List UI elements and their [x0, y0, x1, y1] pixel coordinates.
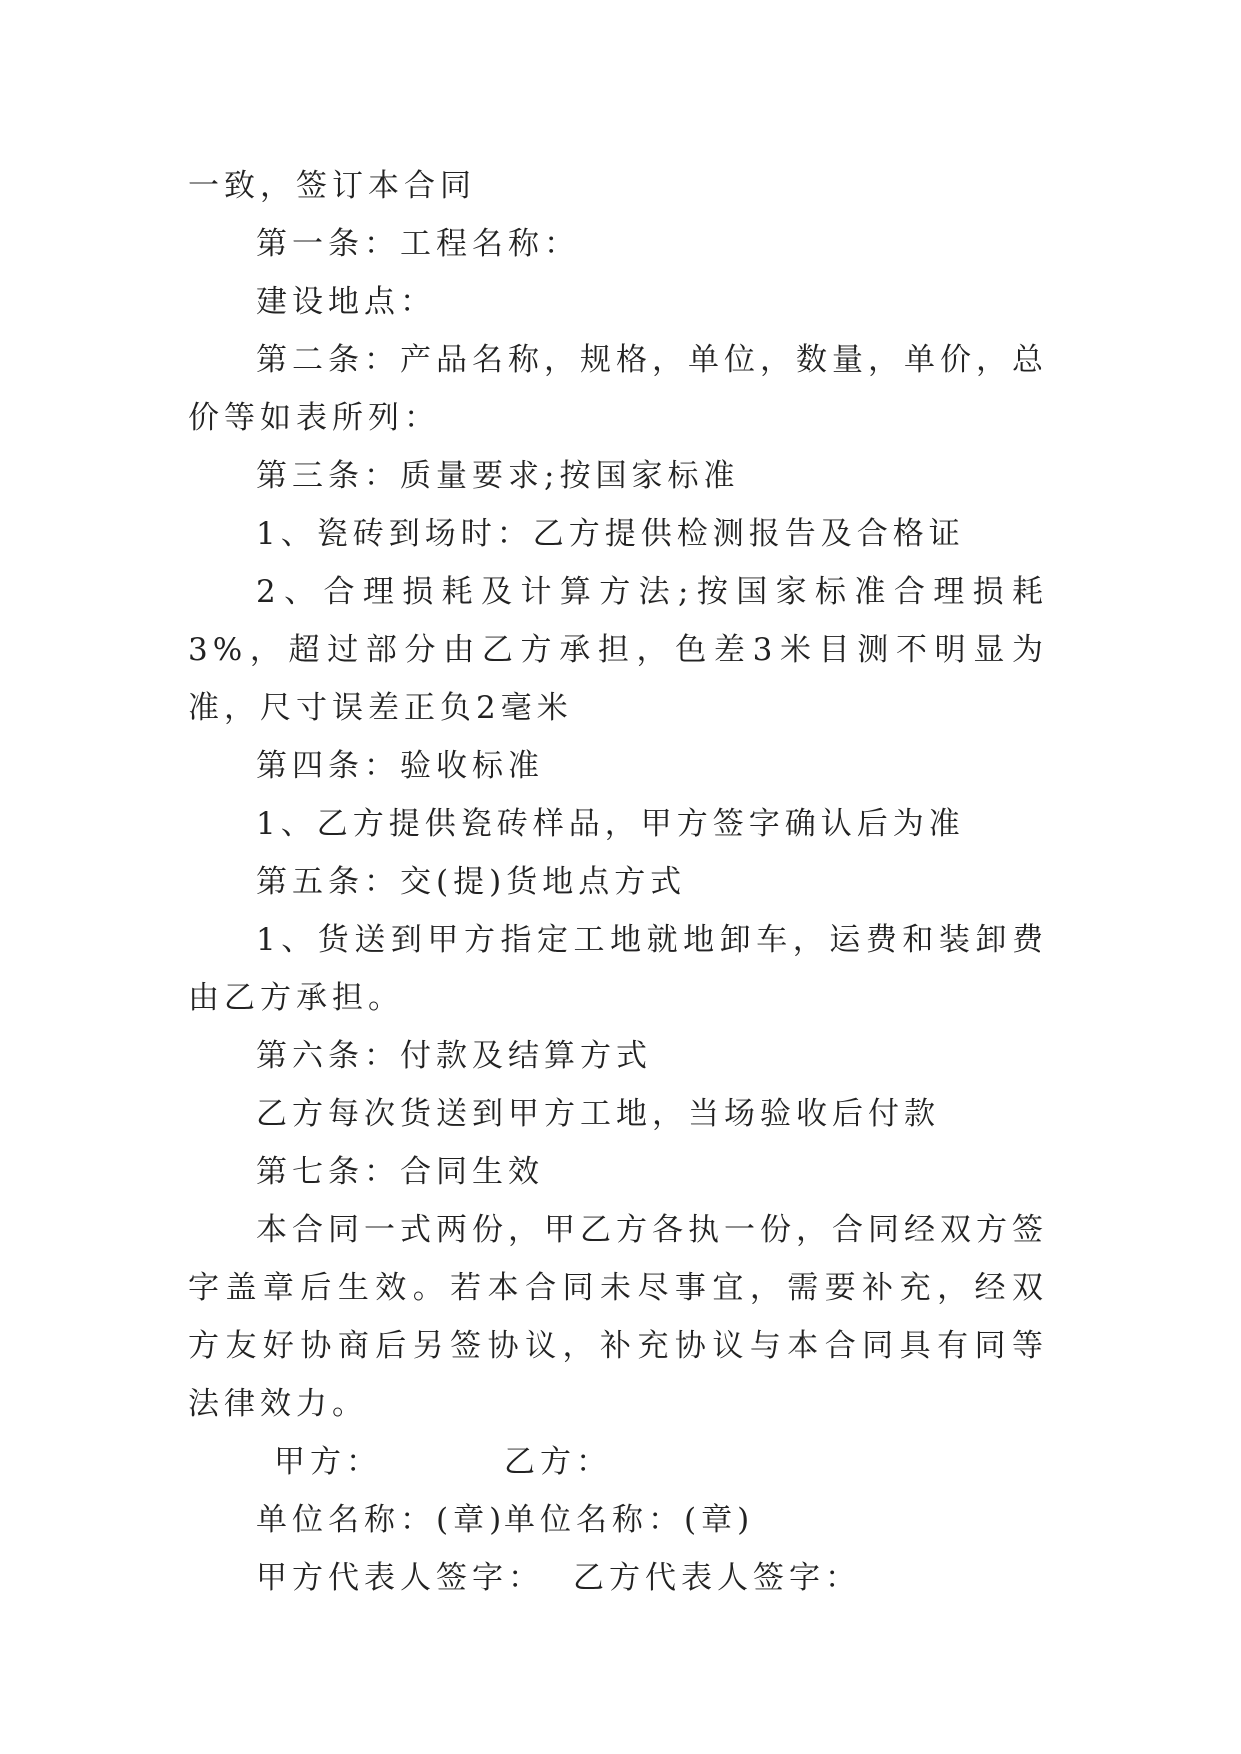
article-3-title: 第三条：质量要求;按国家标准: [256, 458, 740, 494]
article-6-title: 第六条：付款及结算方式: [256, 1038, 652, 1074]
article-1-title: 第一条：工程名称：: [256, 226, 580, 262]
party-row: [188, 1433, 1048, 1491]
party-a-label: 甲方：: [274, 1444, 382, 1480]
unit-row: [188, 1491, 1048, 1549]
party-b-label: 乙方：: [504, 1444, 612, 1480]
article-2: 第二条：产品名称，规格，单位，数量，单价，总价等如表所列：: [188, 342, 1048, 436]
article-5-item-1: 1、货送到甲方指定工地就地卸车，运费和装卸费由乙方承担。: [188, 922, 1048, 1016]
article-5-title: 第五条：交(提)货地点方式: [256, 864, 687, 900]
rep-b-label: 乙方代表人签字：: [573, 1560, 861, 1596]
article-3-item-2: 2、合理损耗及计算方法;按国家标准合理损耗3%，超过部分由乙方承担，色差3米目测不明显为准，尺寸误差正负2毫米: [188, 574, 1048, 726]
article-1-site: 建设地点：: [256, 284, 436, 320]
unit-b-label: 单位名称：(章): [504, 1502, 755, 1538]
article-6-body: 乙方每次货送到甲方工地，当场验收后付款: [256, 1096, 940, 1132]
contract-page: [188, 157, 1048, 1607]
article-7-title: 第七条：合同生效: [256, 1154, 544, 1190]
article-3-item-1: 1、瓷砖到场时：乙方提供检测报告及合格证: [256, 516, 965, 552]
unit-a-label: 单位名称：(章): [256, 1502, 507, 1538]
article-7-body: 本合同一式两份，甲乙方各执一份，合同经双方签字盖章后生效。若本合同未尽事宜，需要补充，经双方友好协商后另签协议，补充协议与本合同具有同等法律效力。: [188, 1212, 1048, 1422]
article-4-title: 第四条：验收标准: [256, 748, 544, 784]
article-4-item-1: 1、乙方提供瓷砖样品，甲方签字确认后为准: [256, 806, 965, 842]
opening-line: 一致，签订本合同: [188, 168, 476, 204]
representative-row: [188, 1549, 1048, 1607]
rep-a-label: 甲方代表人签字：: [256, 1560, 544, 1596]
